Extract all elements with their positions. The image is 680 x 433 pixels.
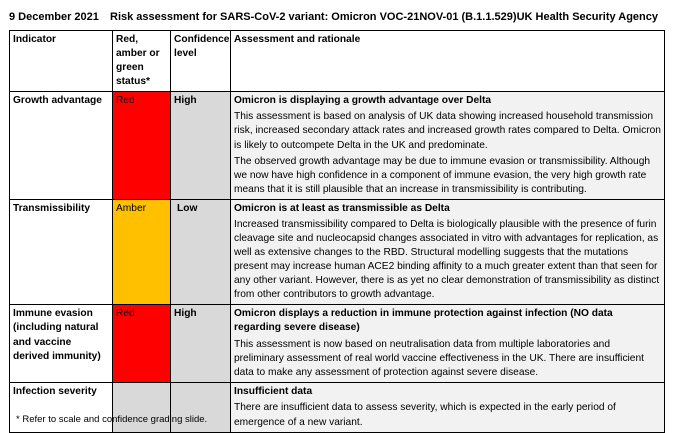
confidence-cell: Low <box>171 199 231 305</box>
assessment-cell <box>231 305 665 383</box>
assessment-cell <box>231 92 665 200</box>
assessment-cell <box>231 199 665 305</box>
assessment-paragraph: The observed growth advantage may be due to immune evasion or transmissibility. Although we now have high confidence in a component of immune evasion, the very high growth rate means that it is still plausible that an increase in transmissibility is contributing. <box>234 155 651 195</box>
status-cell: Amber <box>113 199 171 305</box>
risk-assessment-table <box>9 30 665 433</box>
table-row-growth-advantage <box>10 92 665 200</box>
table-row-transmissibility <box>10 199 665 305</box>
indicator-cell: Immune evasion (including natural and vaccine derived immunity) <box>10 305 113 383</box>
column-header-confidence: Confidence level <box>171 31 231 92</box>
document-header <box>0 0 680 30</box>
column-header-indicator: Indicator <box>10 31 113 92</box>
assessment-cell <box>231 383 665 433</box>
document-date: 9 December 2021 <box>9 11 99 23</box>
assessment-paragraph: This assessment is based on analysis of UK data showing increased household transmission risk, increased secondary attack rates and increased growth rates compared to Delta. Omicron is likely to outcompete Delta in the UK and predominate. <box>234 111 661 151</box>
indicator-cell: Transmissibility <box>10 199 113 305</box>
assessment-paragraph: Increased transmissibility compared to Delta is biologically plausible with the presence of furin cleavage site and nucleocapsid changes associated in vitro with advantages for replication, as well as extensive changes to the RBD. Structural modelling suggests that the mutations present may increase human ACE2 binding affinity to a much greater extent than that seen for any other variant. However, there is as yet no clear demonstration of transmissibility as distinct from other contributors to growth advantage. <box>234 218 660 301</box>
assessment-headline: Omicron is at least as transmissible as Delta <box>234 202 450 214</box>
document-title: Risk assessment for SARS-CoV-2 variant: Omicron VOC-21NOV-01 (B.1.1.529) <box>110 11 517 23</box>
column-header-status: Red, amber or green status* <box>113 31 171 92</box>
table-header-row <box>10 31 665 92</box>
status-cell: Red <box>113 305 171 383</box>
indicator-cell: Infection severity <box>10 383 113 433</box>
assessment-headline: Omicron is displaying a growth advantage over Delta <box>234 95 492 107</box>
column-header-assessment: Assessment and rationale <box>231 31 665 92</box>
confidence-cell <box>171 383 231 433</box>
indicator-cell: Growth advantage <box>10 92 113 200</box>
confidence-cell: High <box>171 92 231 200</box>
assessment-paragraph: This assessment is now based on neutralisation data from multiple laboratories and preliminary assessment of real world vaccine effectiveness in the UK. There are insufficient data to make any assessment of protection against severe disease. <box>234 338 644 378</box>
status-cell: Red <box>113 92 171 200</box>
footnote: * Refer to scale and confidence grading slide. <box>16 414 208 425</box>
assessment-paragraph: There are insufficient data to assess severity, which is expected in the early period of emergence of a new variant. <box>234 402 616 428</box>
organization-name: UK Health Security Agency <box>516 11 658 23</box>
confidence-cell: High <box>171 305 231 383</box>
table-row-infection-severity <box>10 383 665 433</box>
table-row-immune-evasion <box>10 305 665 383</box>
assessment-headline: Insufficient data <box>234 386 313 398</box>
status-cell <box>113 383 171 433</box>
assessment-headline: Omicron displays a reduction in immune protection against infection (NO data regarding severe disease) <box>234 308 613 334</box>
